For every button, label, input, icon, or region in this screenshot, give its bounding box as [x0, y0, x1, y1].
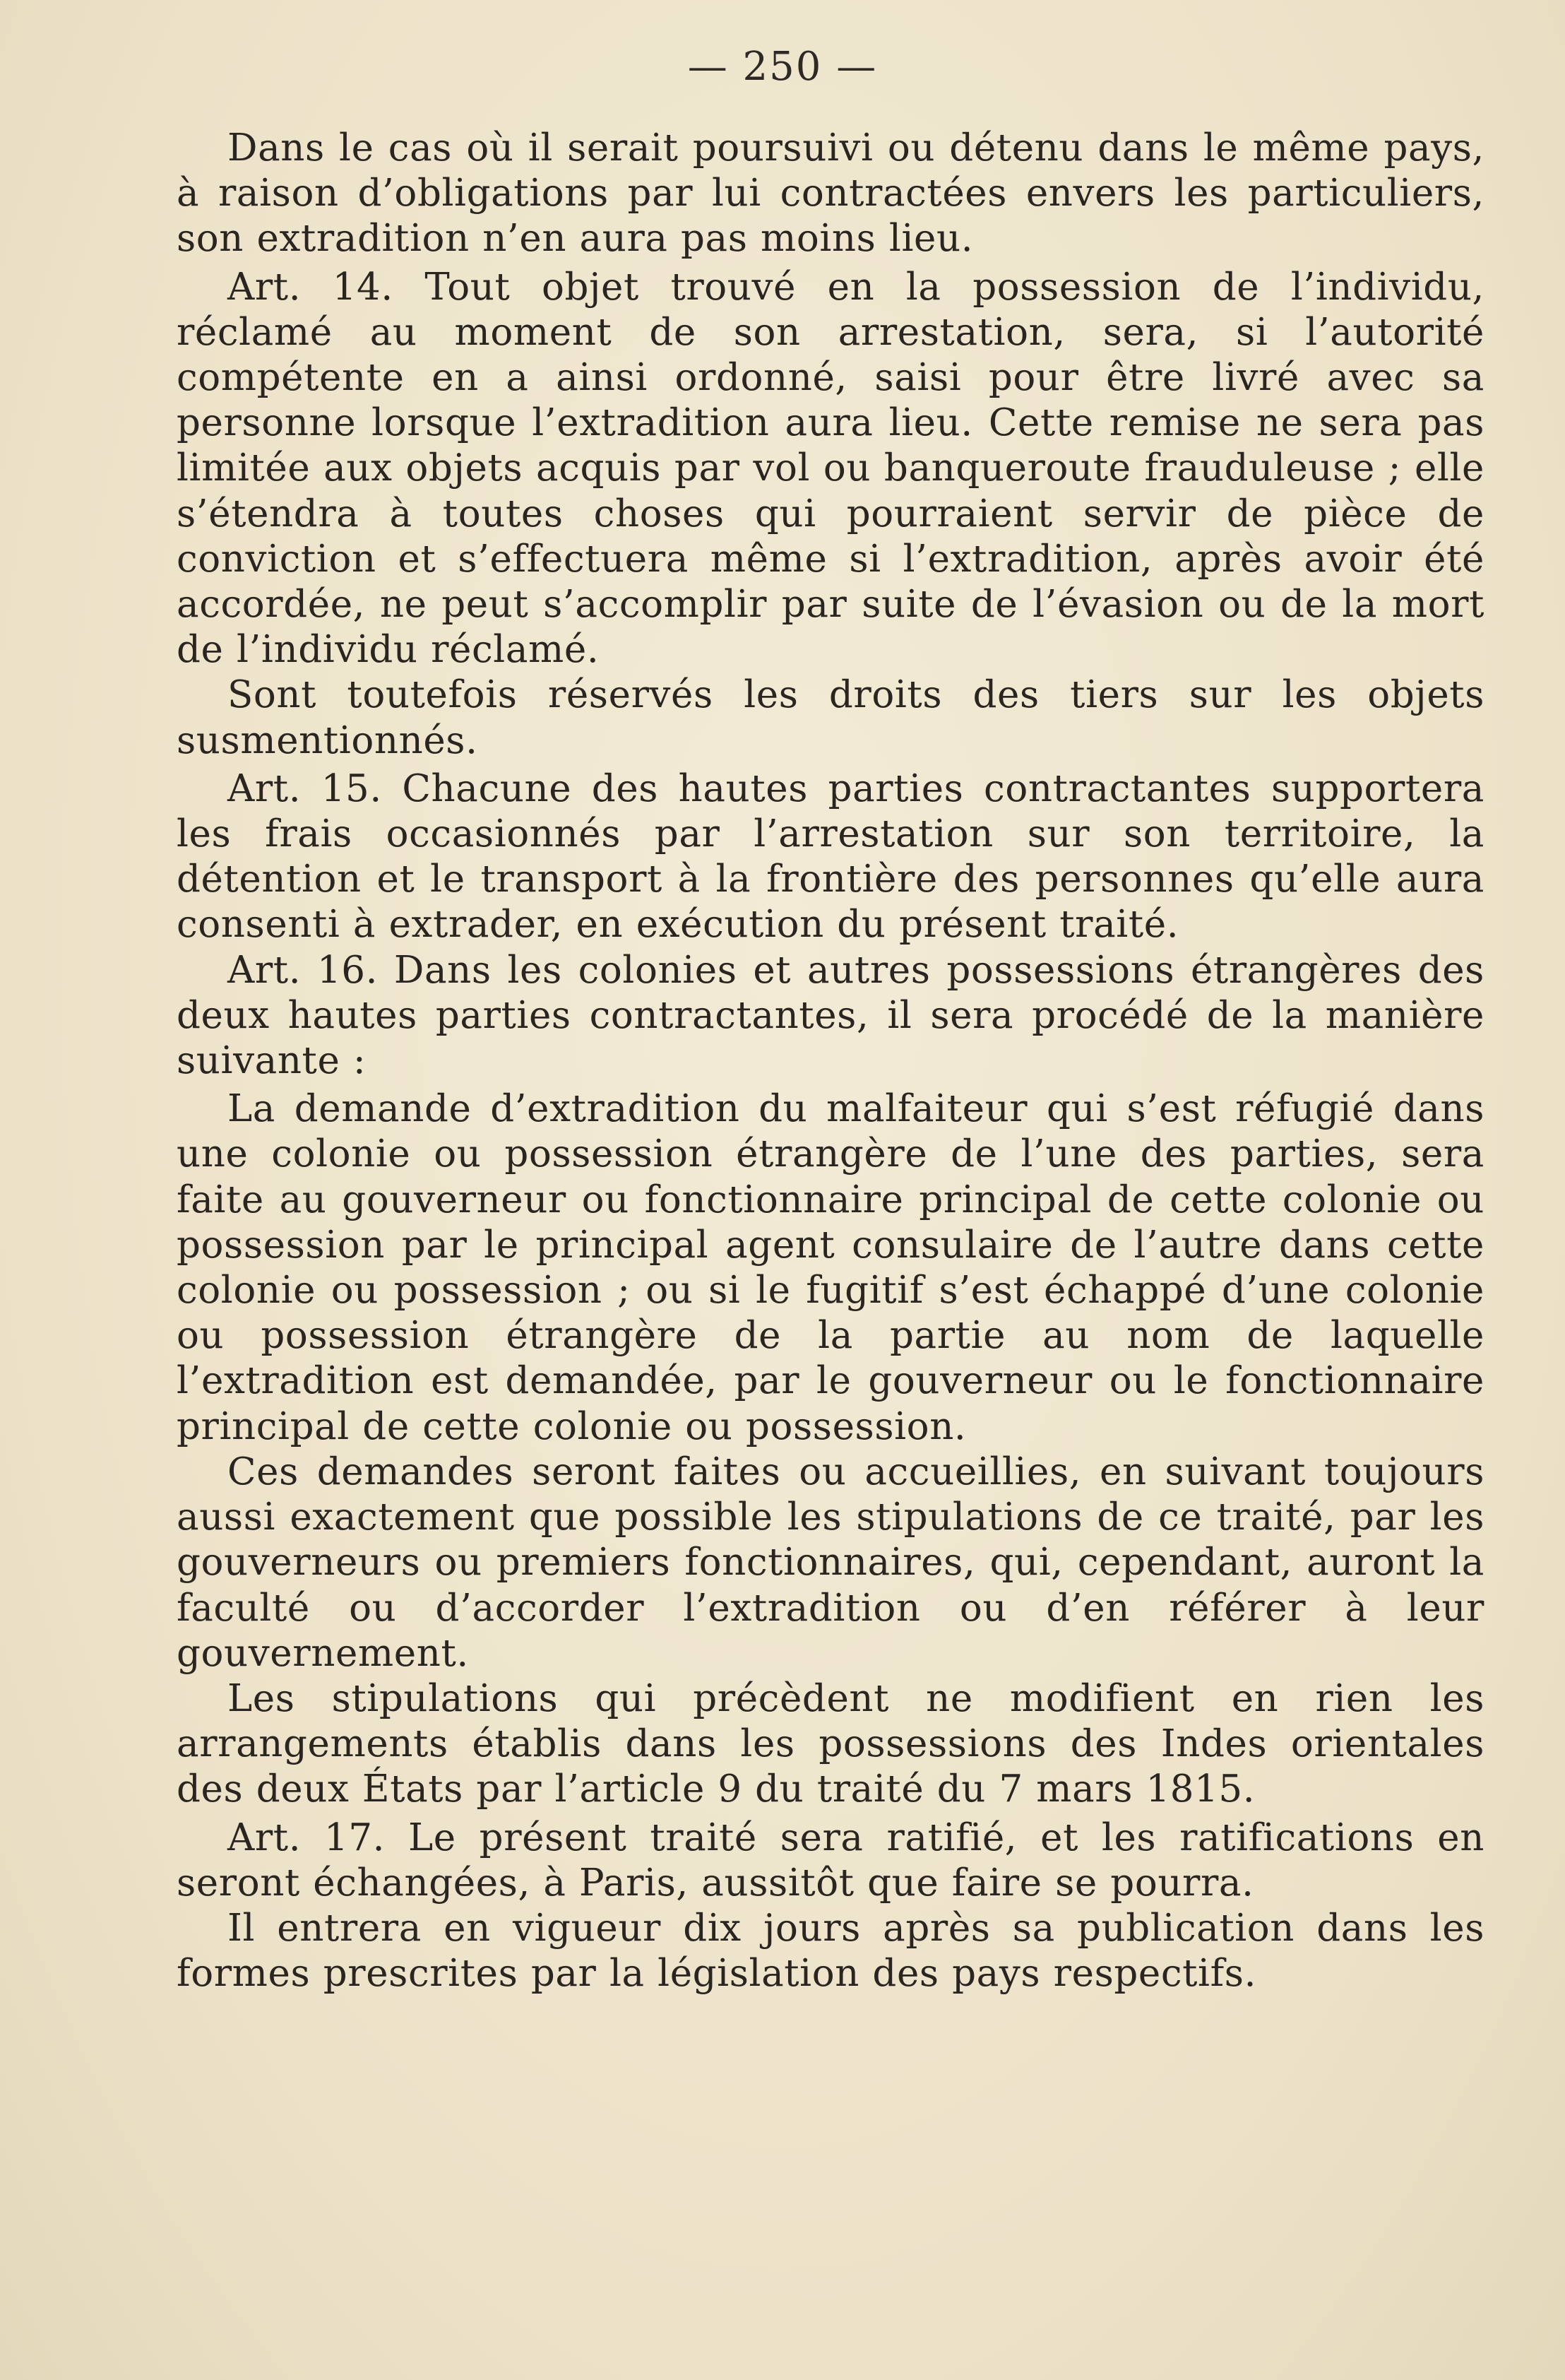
- paragraph-colony-request: La demande d’extradition du malfaiteur qui s’est réfugié dans une colonie ou possession étrangère de l’une des parties, sera faite au gouverneur ou fonctionnaire principal de cette colonie ou possession par le principal agent consulaire de l’autre dans cette colonie ou possession ; ou si le fugitif s’est échappé d’une colonie ou possession étrangère de la partie au nom de laquelle l’extradition est demandée, par le gouverneur ou le fonctionnaire principal de cette colonie ou possession.: [177, 1087, 1484, 1448]
- paragraph-governors: Ces demandes seront faites ou accueillies, en suivant toujours aussi exactement que possible les stipulations de ce traité, par les gouverneurs ou premiers fonctionnaires, qui, cependant, auront la faculté ou d’accorder l’extradition ou d’en référer à leur gouvernement.: [177, 1450, 1484, 1675]
- paragraph-article-17: Art. 17. Le présent traité sera ratifié, et les ratifications en seront échangées, à Paris, aussitôt que faire se pourra.: [177, 1816, 1484, 1905]
- body-text: [177, 126, 1484, 1996]
- paragraph-east-indies: Les stipulations qui précèdent ne modifient en rien les arrangements établis dans les possessions des Indes orientales des deux États par l’article 9 du traité du 7 mars 1815.: [177, 1676, 1484, 1811]
- paragraph-third-party-rights: Sont toutefois réservés les droits des tiers sur les objets susmentionnés.: [177, 673, 1484, 762]
- paragraph-entry-into-force: Il entrera en vigueur dix jours après sa publication dans les formes prescrites par la législation des pays respectifs.: [177, 1906, 1484, 1996]
- paragraph-extradition-debts: Dans le cas où il serait poursuivi ou détenu dans le même pays, à raison d’obligations par lui contractées envers les particuliers, son extradition n’en aura pas moins lieu.: [177, 126, 1484, 261]
- page-number: — 250 —: [687, 44, 878, 90]
- paragraph-article-14: Art. 14. Tout objet trouvé en la possession de l’individu, réclamé au moment de son arrestation, sera, si l’autorité compétente en a ainsi ordonné, saisi pour être livré avec sa personne lorsque l’extradition aura lieu. Cette remise ne sera pas limitée aux objets acquis par vol ou banqueroute frauduleuse ; elle s’étendra à toutes choses qui pourraient servir de pièce de conviction et s’effectuera même si l’extradition, après avoir été accordée, ne peut s’accomplir par suite de l’évasion ou de la mort de l’individu réclamé.: [177, 265, 1484, 672]
- paragraph-article-16: Art. 16. Dans les colonies et autres possessions étrangères des deux hautes parties contractantes, il sera procédé de la manière suivante :: [177, 948, 1484, 1083]
- paragraph-article-15: Art. 15. Chacune des hautes parties contractantes supportera les frais occasionnés par l’arrestation sur son territoire, la détention et le transport à la frontière des personnes qu’elle aura consenti à extrader, en exécution du présent traité.: [177, 766, 1484, 947]
